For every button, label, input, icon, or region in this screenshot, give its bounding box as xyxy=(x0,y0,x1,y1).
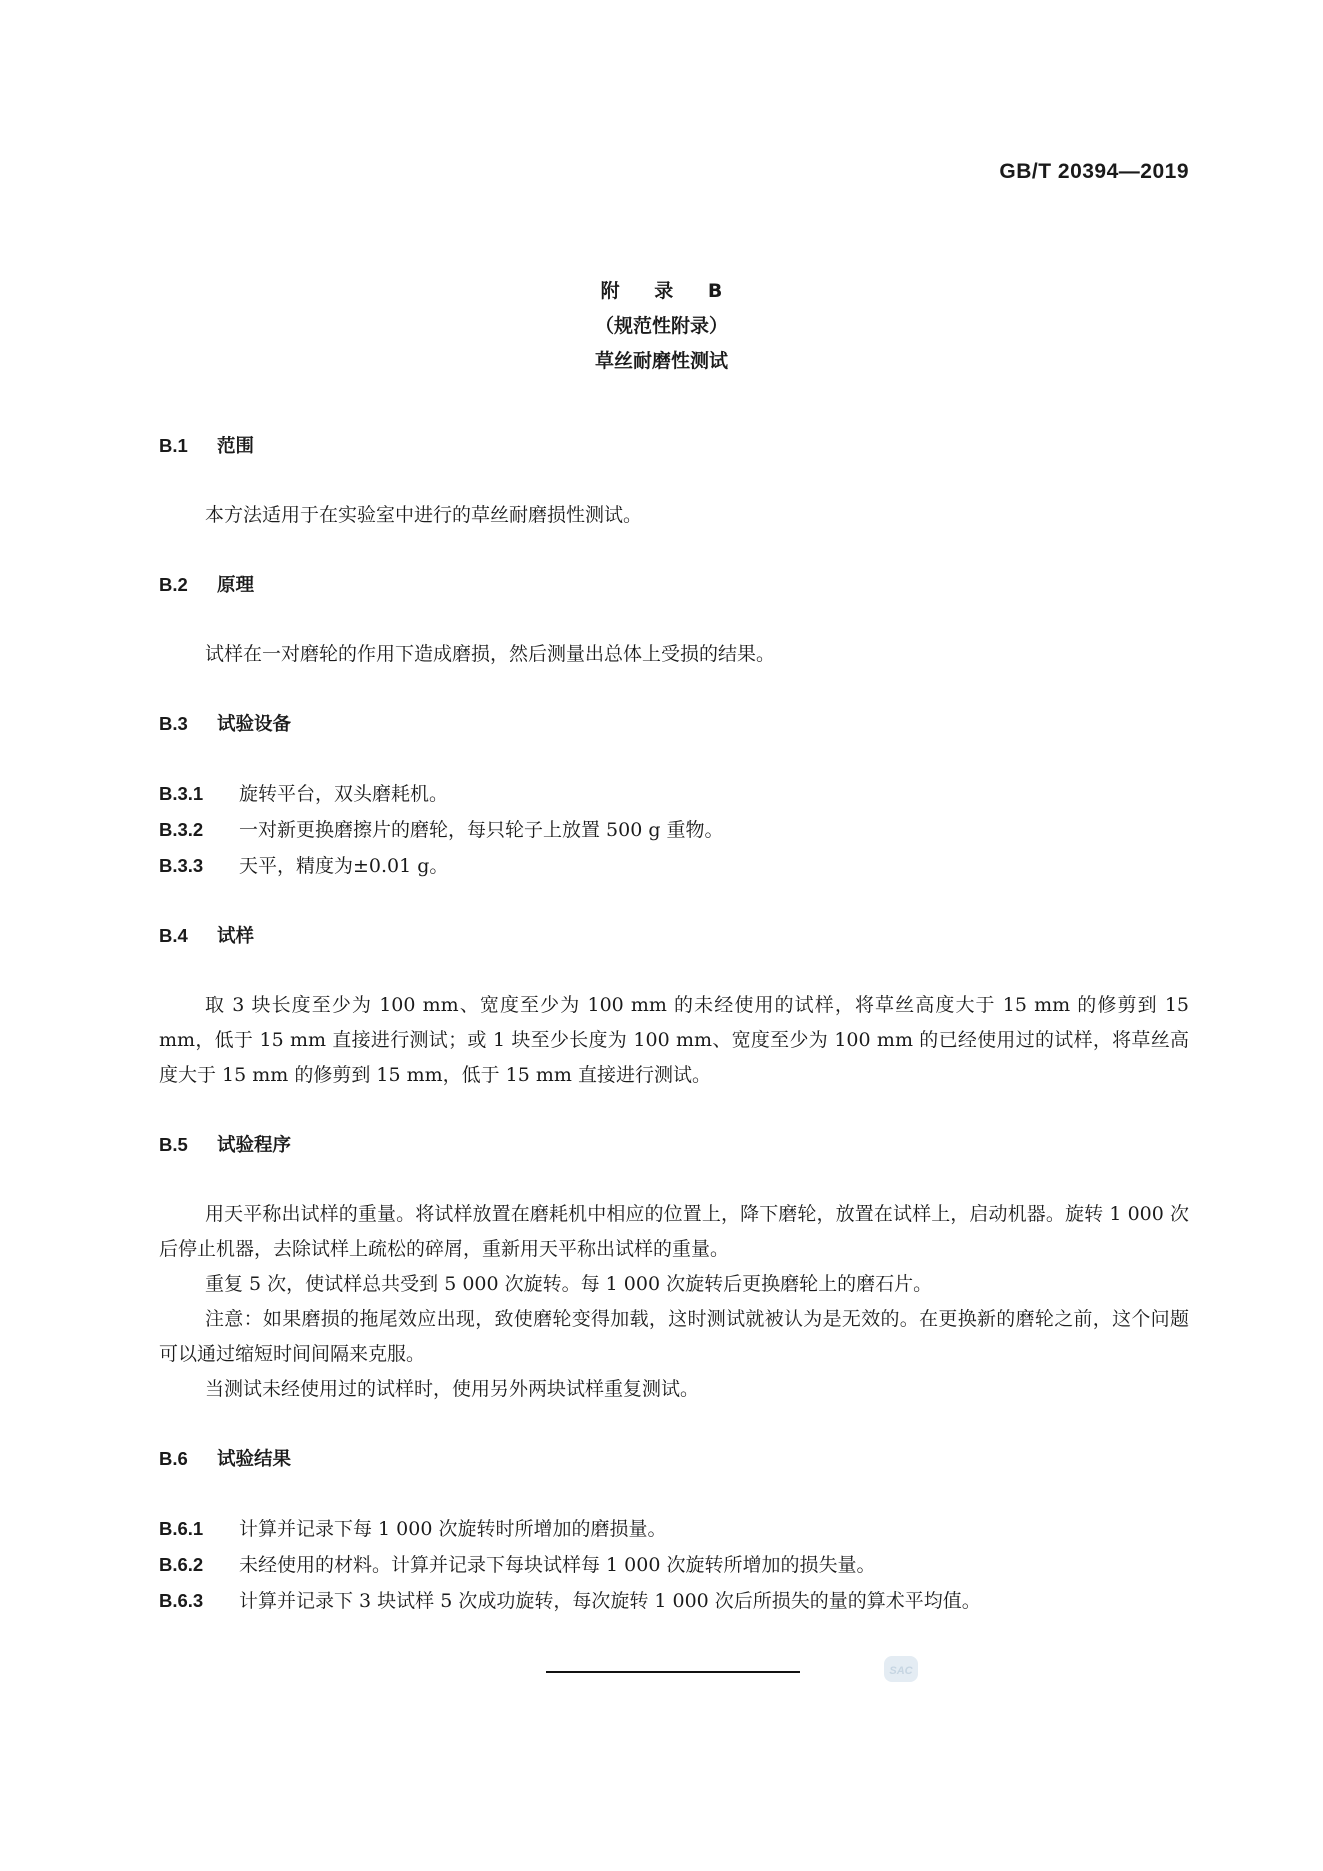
section-heading-b5 xyxy=(159,1127,1189,1163)
annex-type: （规范性附录） xyxy=(594,315,728,337)
clause-text: 天平，精度为±0.01 g。 xyxy=(239,855,449,877)
clause-b6-3 xyxy=(159,1583,1189,1619)
section-title: 原理 xyxy=(217,575,255,596)
section-heading-b2 xyxy=(159,567,1189,603)
section-number: B.4 xyxy=(159,925,188,946)
clause-text: 计算并记录下 3 块试样 5 次成功旋转，每次旋转 1 000 次后所损失的量的算术平均值。 xyxy=(239,1590,981,1612)
section-number: B.3 xyxy=(159,713,188,734)
clause-number: B.6.2 xyxy=(159,1554,204,1575)
section-title: 试验设备 xyxy=(217,714,292,735)
paragraph-b5-2: 重复 5 次，使试样总共受到 5 000 次旋转。每 1 000 次旋转后更换磨轮上的磨石片。 xyxy=(205,1273,933,1295)
clause-b6-1 xyxy=(159,1511,1189,1547)
paragraph-b5-4: 当测试未经使用过的试样时，使用另外两块试样重复测试。 xyxy=(205,1378,700,1400)
annex-label: 附 录 B xyxy=(600,280,737,302)
annex-heading xyxy=(0,274,1323,379)
section-number: B.2 xyxy=(159,574,188,595)
section-heading-b4 xyxy=(159,918,1189,954)
sac-logo-icon xyxy=(883,1654,919,1684)
clause-number: B.3.1 xyxy=(159,783,204,804)
section-heading-b6 xyxy=(159,1441,1189,1477)
clause-text: 未经使用的材料。计算并记录下每块试样每 1 000 次旋转所增加的损失量。 xyxy=(239,1554,876,1576)
clause-b6-2 xyxy=(159,1547,1189,1583)
section-number: B.5 xyxy=(159,1134,188,1155)
clause-b3-3 xyxy=(159,848,1189,884)
section-heading-b3 xyxy=(159,706,1189,742)
clause-text: 旋转平台，双头磨耗机。 xyxy=(239,783,449,805)
section-title: 试验结果 xyxy=(217,1449,292,1470)
clause-number: B.3.2 xyxy=(159,819,204,840)
clause-number: B.6.1 xyxy=(159,1518,204,1539)
standard-code: GB/T 20394—2019 xyxy=(999,160,1189,183)
annex-title: 草丝耐磨性测试 xyxy=(594,350,728,372)
paragraph-b5-3: 注意：如果磨损的拖尾效应出现，致使磨轮变得加载，这时测试就被认为是无效的。在更换新的磨轮之前，这个问题可以通过缩短时间间隔来克服。 xyxy=(159,1308,1189,1365)
paragraph-b5-1: 用天平称出试样的重量。将试样放置在磨耗机中相应的位置上，降下磨轮，放置在试样上，启动机器。旋转 1 000 次后停止机器，去除试样上疏松的碎屑，重新用天平称出试样的重量。 xyxy=(159,1203,1189,1260)
paragraph-b1: 本方法适用于在实验室中进行的草丝耐磨损性测试。 xyxy=(205,504,643,526)
clause-number: B.3.3 xyxy=(159,855,204,876)
sac-logo-text: SAC xyxy=(889,1665,913,1677)
end-rule xyxy=(546,1671,800,1673)
section-title: 试样 xyxy=(217,926,255,947)
section-number: B.1 xyxy=(159,435,188,456)
clause-b3-2 xyxy=(159,812,1189,848)
section-title: 试验程序 xyxy=(217,1135,292,1156)
clause-text: 一对新更换磨擦片的磨轮，每只轮子上放置 500 g 重物。 xyxy=(239,819,724,841)
section-number: B.6 xyxy=(159,1448,188,1469)
paragraph-b4: 取 3 块长度至少为 100 mm、宽度至少为 100 mm 的未经使用的试样，将草丝高度大于 15 mm 的修剪到 15 mm，低于 15 mm 直接进行测试；或 1 块至少长度为 100 mm、宽度至少为 100 mm 的已经使用过的试样，将草丝高度大于 15 mm 的修剪到 15 mm，低于 15 mm 直接进行测试。 xyxy=(159,994,1189,1086)
section-heading-b1 xyxy=(159,428,1189,464)
clause-b3-1 xyxy=(159,776,1189,812)
document-body xyxy=(159,428,1189,1619)
section-title: 范围 xyxy=(217,436,255,457)
clause-number: B.6.3 xyxy=(159,1590,204,1611)
paragraph-b2: 试样在一对磨轮的作用下造成磨损，然后测量出总体上受损的结果。 xyxy=(205,643,776,665)
clause-text: 计算并记录下每 1 000 次旋转时所增加的磨损量。 xyxy=(239,1518,667,1540)
